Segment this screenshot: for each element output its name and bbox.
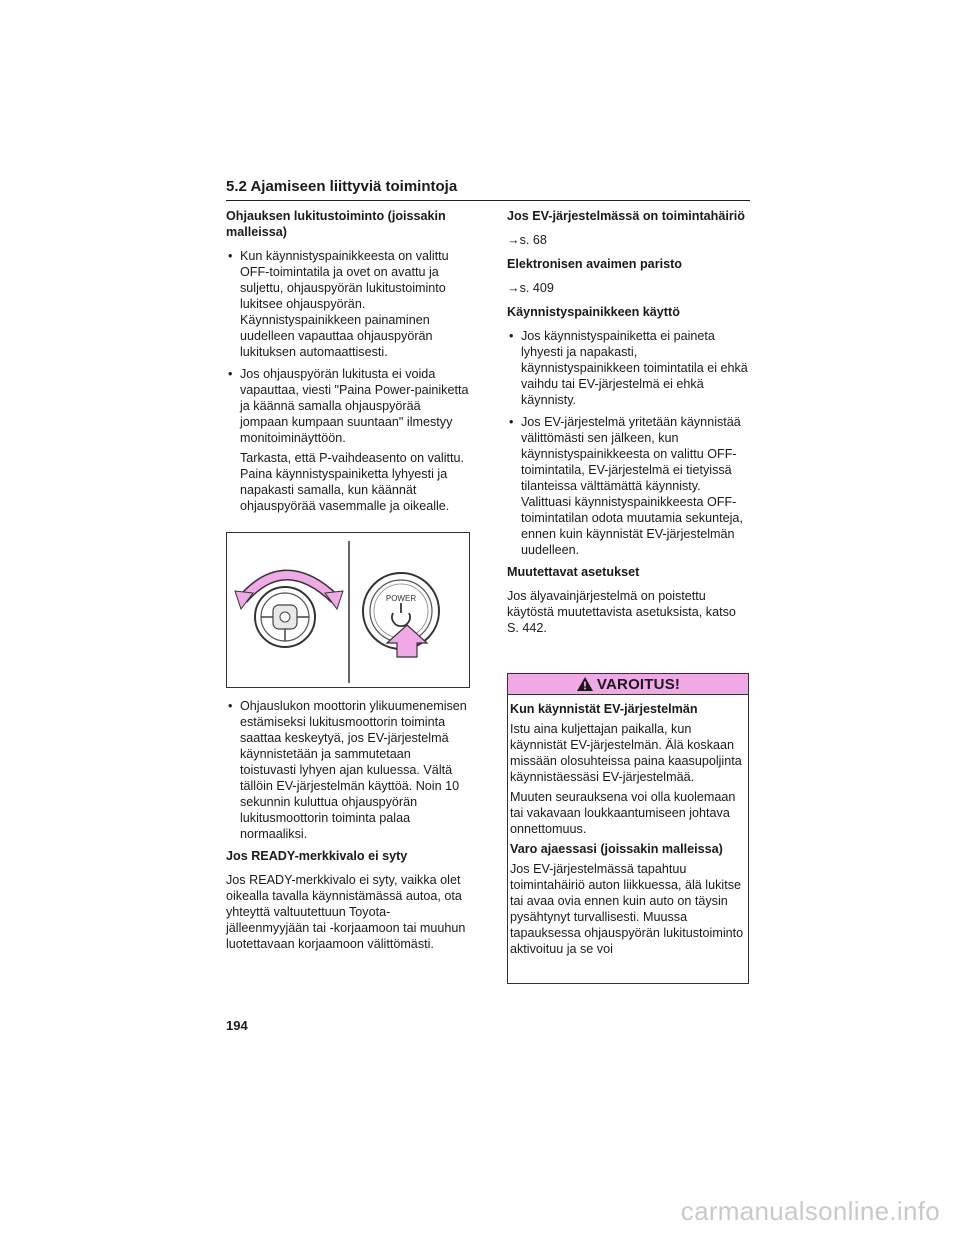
- list-item: [507, 328, 751, 408]
- bullet-text: Jos käynnistyspainiketta ei paineta lyhyesti ja napakasti, käynnistyspainikkeen toimintatila ei ehkä vaihdu tai EV-järjestelmä ei ehkä käynnisty.: [521, 329, 748, 407]
- bullet-text: Ohjauslukon moottorin ylikuumenemisen estämiseksi lukitusmoottorin toiminta saattaa keskeytyä, jos EV-järjestelmä käynnistetään ja sammutetaan toistuvasti lyhyen ajan kuluessa. Vältä tällöin EV-järjestelmän käyttöä. Noin 10 sekunnin kuluttua ohjauspyörän lukitusmoottorin toiminta palaa normaaliksi.: [240, 699, 467, 841]
- warning-paragraph: Jos EV-järjestelmässä tapahtuu toimintahäiriö auton liikkuessa, älä lukitse tai avaa ovia ennen kuin auto on täysin pysähtynyt turvallisesti. Muussa tapauksessa ohjauspyörän lukitustoiminto aktivoituu ja se voi: [510, 862, 744, 956]
- list-item: [226, 366, 470, 514]
- warning-heading-start: Kun käynnistät EV-järjestelmän: [510, 702, 698, 716]
- warning-box: [507, 673, 749, 984]
- bullet-text: Jos ohjauspyörän lukitusta ei voida vapauttaa, viesti "Paina Power-painiketta ja käännä samalla ohjauspyörää jompaan kumpaan suuntaan" ilmestyy monitoiminäyttöön.: [240, 367, 469, 445]
- steering-power-figure: [226, 532, 470, 688]
- power-label: POWER: [385, 594, 417, 603]
- heading-steering-lock: Ohjauksen lukitustoiminto (joissakin malleissa): [226, 209, 446, 239]
- paragraph-ready-light: Jos READY-merkkivalo ei syty, vaikka olet oikealla tavalla käynnistämässä autoa, ota yhteyttä valtuutettuun Toyota-jälleenmyyjään tai -korjaamoon tai muuhun luotettavaan korjaamoon välittömästi.: [226, 873, 466, 951]
- heading-ev-malfunction: Jos EV-järjestelmässä on toimintahäiriö: [507, 209, 745, 223]
- bullet-text: Jos EV-järjestelmä yritetään käynnistää välittömästi sen jälkeen, kun käynnistyspainikkeesta on valittu OFF-toimintatila, EV-järjestelmä ei tietyissä tilanteissa välttämättä käynnisty. Valittuasi käynnistyspainikkeesta OFF-toimintatilan odota muutamia sekunteja, ennen kuin käynnistät EV-järjestelmän uudelleen.: [521, 415, 743, 557]
- right-column: [507, 208, 751, 644]
- heading-customizable-settings: Muutettavat asetukset: [507, 565, 640, 579]
- warning-body: [508, 695, 748, 957]
- page-reference: →s. 409: [507, 281, 554, 295]
- heading-power-button-use: Käynnistyspainikkeen käyttö: [507, 305, 680, 319]
- list-item: [226, 698, 470, 842]
- bullet-subtext: Tarkasta, että P-vaihdeasento on valittu. Paina käynnistyspainiketta lyhyesti ja napakasti samalla, kun käännät ohjauspyörää vasemmalle ja oikealle.: [240, 451, 465, 513]
- warning-paragraph: Istu aina kuljettajan paikalla, kun käynnistät EV-järjestelmän. Älä koskaan missään olosuhteissa paina kaasupoljinta käynnistäessäsi EV-järjestelmää.: [510, 722, 742, 784]
- left-column: [226, 208, 470, 960]
- heading-key-battery: Elektronisen avaimen paristo: [507, 257, 682, 271]
- section-header: [226, 178, 750, 201]
- list-item: [226, 248, 470, 360]
- watermark: carmanualsonline.info: [680, 1196, 940, 1226]
- figure-illustration: [227, 533, 469, 687]
- warning-title-bar: [508, 674, 748, 695]
- warning-heading-driving: Varo ajaessasi (joissakin malleissa): [510, 842, 723, 856]
- paragraph-settings: Jos älyavainjärjestelmä on poistettu käytöstä muutettavista asetuksista, katso S. 442.: [507, 589, 736, 635]
- steering-wheel-icon: [255, 587, 315, 647]
- warning-triangle-icon: [576, 676, 594, 692]
- bullet-text: Kun käynnistyspainikkeesta on valittu OFF-toimintatila ja ovet on avattu ja suljettu, ohjauspyörän lukitustoiminto lukitsee ohjauspyörän. Käynnistyspainikkeen painaminen uudelleen vapauttaa ohjauspyörän lukituksen automaattisesti.: [240, 249, 449, 359]
- warning-title: VAROITUS!: [596, 675, 681, 693]
- page-number: 194: [226, 1018, 248, 1033]
- warning-paragraph: Muuten seurauksena voi olla kuolemaan tai vakavaan loukkaantumiseen johtava onnettomuus.: [510, 790, 736, 836]
- section-title: 5.2 Ajamiseen liittyviä toimintoja: [226, 178, 458, 195]
- page-reference: →s. 68: [507, 233, 547, 247]
- list-item: [507, 414, 751, 558]
- heading-ready-light: Jos READY-merkkivalo ei syty: [226, 849, 408, 863]
